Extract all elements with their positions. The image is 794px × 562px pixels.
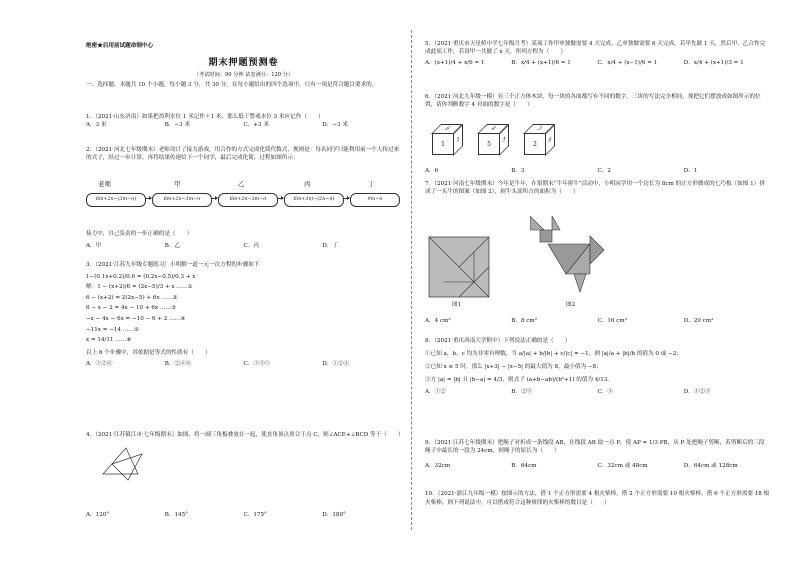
relay-name: 老师 (98, 180, 111, 188)
cube-face: 3 (499, 124, 509, 156)
cube-face: 4 (477, 124, 509, 134)
relay-box: 6m+2n−(3m−n) (86, 193, 146, 207)
cube-face: 5 (478, 133, 500, 155)
step: 解：1 − (x+2)/6 = (2x−5)/3 + x ……① (86, 284, 193, 291)
option: C．+3 米 (243, 121, 269, 128)
q8-options (425, 386, 770, 399)
cube-face: 1 (432, 133, 454, 155)
cube-face: 6 (545, 124, 555, 156)
arrow-icon (277, 198, 283, 199)
q3-question: 以上 6 个步骤中，其依据是等式的性质有（ ） (86, 349, 211, 356)
option: A．3 米 (86, 121, 107, 128)
arrow-icon (211, 198, 217, 199)
step: x = 14/11 ……⑥ (86, 337, 132, 344)
option: D．x/4 + (x+1)/3 = 1 (683, 60, 744, 67)
q7-options (425, 318, 770, 326)
option: B．64cm (511, 463, 537, 470)
option: C．丙 (243, 242, 259, 249)
option: D．①②④ (322, 361, 350, 368)
step: 6 − (x+2) = 2(2x−5) + 6x ……② (86, 294, 178, 301)
q5-stem: 5．（2021·重庆市天星桥中学七年级月考）某项工作甲单独做需要 4 天完成，乙单独做需要 6 天完成，若甲先做 1 天，然后甲、乙合作完成此项工作，若设甲一共做了 x 天，所列方程为（ ） (425, 41, 766, 55)
option: D．180° (322, 512, 346, 518)
tangram-figure-2 (530, 216, 610, 296)
option: C．16 cm² (597, 318, 627, 324)
question-2: 2．（2021·河北七年级期末）老师设计了接力游戏，用合作的方式完成化简代数式，规则是：每名同学只能利用前一个人传过来的式子，经过一步计算，再将结果传递给下一个同学，最后完成化简，过程如图所示： (86, 147, 400, 161)
option: A．甲 (86, 242, 102, 249)
q8-item: ②已知 x ≤ 5 时，那么 |x+3| − |x−5| 的最大值为 8，最小值为 −8； (425, 363, 602, 370)
option: A．①② (425, 389, 446, 396)
option: C．①③⑤ (243, 361, 271, 368)
section-intro: 一、选择题，本题共 10 个小题，每小题 3 分，共 30 分。在每小题给出的四个选项中，只有一项是符合题目要求的。 (86, 82, 378, 88)
relay-box: 6m+3n)−(2n−n) (284, 193, 344, 207)
q8-item: ③方 |a| = |b| 且 |b−a| = 4/3，则式子 (a+b−ab)/(b²+1) 的值为 4/13。 (425, 376, 613, 383)
cube-face: 2 (524, 133, 546, 155)
arrow-icon (145, 198, 151, 199)
option: B．8 cm² (511, 318, 537, 324)
option: A．4 cm² (425, 318, 451, 324)
question-8 (425, 335, 770, 399)
option: B．3 (511, 168, 525, 174)
q1-options (86, 122, 401, 130)
option: A．(x+1)/4 + x/6 = 1 (425, 60, 485, 67)
relay-box: 6m+2n−3m−n (152, 193, 212, 207)
cube-face: 3 (523, 124, 555, 134)
q2-ask (86, 231, 401, 250)
relay-name: 丁 (368, 180, 375, 188)
option: D．20 cm² (683, 318, 714, 324)
option: D．−3 米 (322, 121, 348, 128)
arrow-icon (343, 198, 349, 199)
q1-stem: 1．（2021·山东济南）如果把盈利水位 1 米记作＋1 米，那么低于警戒水位 3 米应记作（ ） (86, 114, 324, 120)
option: B．②④⑥ (164, 361, 192, 368)
option: A．6 (425, 168, 439, 174)
q3-options (86, 361, 401, 369)
option: A．①②⑥ (86, 361, 113, 368)
option: A．32cm (425, 463, 451, 470)
relay-box: 6m+2n−3m−n (218, 193, 278, 207)
q9-stem: 9．（2021·江苏七年级期末）把绳子对折成一条线段 AB，在线段 AB 取一点 P，使 AP = 1/3 PB，从 P 处把绳子剪断，若剪断后的三段绳子中最长的一段为 24cm，则绳子的原长为（ ） (425, 440, 765, 454)
step: −x − 4x − 6x = −10 − 6 + 2 ……④ (86, 316, 186, 323)
step: −11x = −14 ……⑤ (86, 326, 139, 333)
triangle-figure (98, 444, 148, 482)
option: C．175° (243, 512, 267, 518)
option: A．120° (86, 512, 110, 518)
option: D．64cm 或 128cm (683, 463, 738, 470)
option: B．x/4 + (x+1)/6 = 1 (511, 60, 571, 67)
option: C．2 (597, 168, 611, 174)
question-10: 10．（2021·浙江九年级一模）按图示的方法，搭 1 个正方形需要 4 根火柴棒，搭 2 个正方形需要 10 根火柴棒，搭 6 个正方形需要 18 根火柴棒，则下列说法中，可以搭成符合这种规律的火柴棒的数目是（ ） (425, 491, 770, 506)
q5-options (425, 60, 770, 68)
relay-name: 乙 (238, 180, 245, 188)
fig2-label: 图2 (566, 302, 576, 308)
fig1-label: 图1 (452, 302, 462, 308)
q6-options (425, 168, 770, 176)
secret-label: 绝密★启用前试题命制中心 (86, 43, 154, 49)
option: B．−3 米 (164, 121, 191, 128)
option: B．②③ (511, 389, 533, 396)
option: B．145° (164, 512, 188, 518)
relay-flow (86, 179, 402, 213)
q3-stem: 3．（2021·江苏九年级专题练习）小明解一道一元一次方程的步骤如下 (86, 262, 260, 268)
q4-options (86, 512, 401, 520)
question-5 (425, 41, 770, 68)
q2-question: 接力中，自己负责的一步正确的是（ ） (86, 231, 193, 237)
q8-item: ①已知 a，b，c 均为非零有理数，当 a/|a| + b/|b| + c/|c| = −1，则 |a|/a + |b|/b 的值为 0 或 −2； (425, 350, 682, 357)
question-4: 4．（2021·江苏镇江市·七年级期末）如图，将一副三角板叠放在一起，使直角顶点重合于点 C，则∠ACE+∠BCD 等于（ ） (86, 432, 404, 438)
option: D．①②③ (683, 389, 711, 396)
q9-options (425, 463, 770, 471)
column-divider (411, 30, 412, 530)
step: 1−(0.1x+0.2)/0.6 = (0.2x−0.5)/0.3 + x (86, 273, 196, 280)
option: D．丁 (322, 242, 338, 249)
question-1 (86, 114, 401, 129)
q2-options (86, 243, 401, 251)
relay-name: 甲 (174, 180, 181, 188)
relay-box: 9m−n (350, 193, 400, 207)
q8-stem: 8．（2021·重庆西南大学附中）下列说法正确的是（ ） (425, 338, 571, 344)
option: C．③ (597, 389, 613, 396)
relay-name: 丙 (304, 180, 311, 188)
q3-steps (86, 272, 401, 346)
option: C．32cm 或 48cm (597, 463, 648, 470)
question-7: 7．（2021·河南七年级期末）今年是牛年，在很期末“牛年拼牛”活动中，小明同学用一个边长为 8cm 的正方形做成的七巧板（如图 1）拼成了一头牛的图案（如图 2），则牛头部所占的面积为（ ） (425, 181, 765, 195)
question-6: 6．（2021·河北九年级一模）有三个正方体木块，每一块的各面都写有不同的数字，三块的写法完全相同，现把它们摆放成如图所示的位置，请你判断数字 4 对面的数字是（ ） (425, 94, 761, 108)
cube-face: 2 (453, 124, 463, 156)
tangram-figure-1 (428, 236, 490, 298)
question-9 (425, 440, 770, 471)
cube-face: 6 (431, 124, 463, 134)
option: D．1 (683, 168, 698, 174)
option: B．乙 (164, 242, 181, 249)
exam-info: （考试时间：90 分钟 试卷满分：120 分） (193, 72, 294, 78)
question-3 (86, 262, 401, 369)
step: 6 − x − 2 = 4x − 10 + 6x ……③ (86, 305, 177, 312)
option: C．x/4 + (x−1)/6 = 1 (597, 60, 658, 67)
page-title: 期末押题预测卷 (208, 58, 279, 68)
